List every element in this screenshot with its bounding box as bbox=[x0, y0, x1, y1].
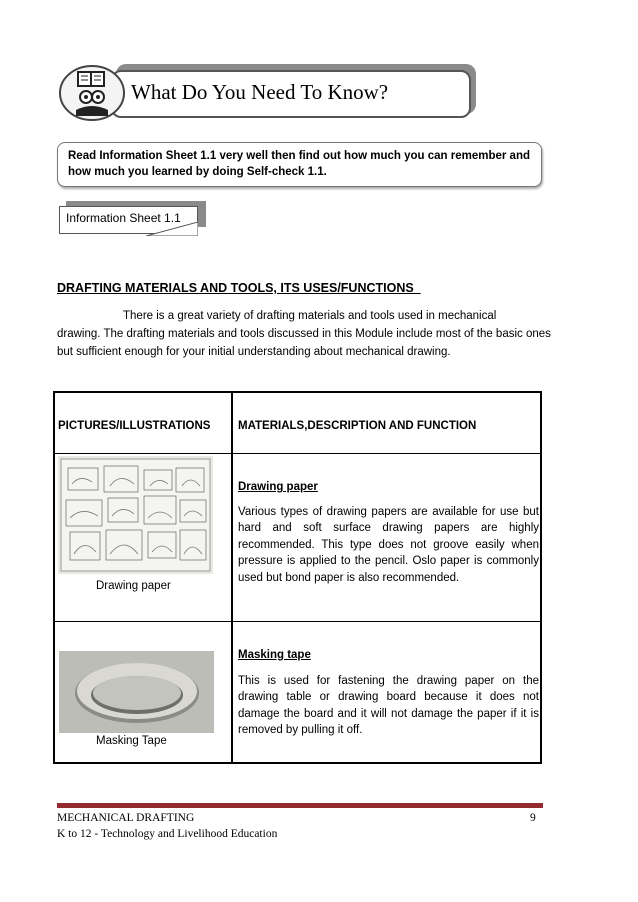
drawing-paper-title: Drawing paper bbox=[238, 481, 318, 493]
column-header-materials: MATERIALS,DESCRIPTION AND FUNCTION bbox=[238, 420, 477, 432]
table-column-divider bbox=[231, 391, 233, 764]
drawing-paper-caption: Drawing paper bbox=[96, 580, 171, 592]
instruction-text: Read Information Sheet 1.1 very well then find out how much you can remember and how much you learned by doing Self-check 1.1. bbox=[68, 150, 531, 178]
drawing-paper-description: Various types of drawing papers are available for use but hard and soft surface drawing papers are highly recommended. This type does not groove easily when pressure is applied to the pencil. Oslo paper is commonly used but bond paper is also recommended. bbox=[238, 506, 539, 584]
page-title: What Do You Need To Know? bbox=[131, 80, 389, 104]
table-header-divider bbox=[53, 453, 542, 454]
intro-paragraph bbox=[57, 307, 557, 361]
masking-tape-description: This is used for fastening the drawing paper on the drawing table or drawing board because it does not damage the board and it will not damage the paper if it is removed by pulling it off. bbox=[238, 675, 539, 737]
footer-course: MECHANICAL DRAFTING bbox=[57, 812, 195, 824]
footer-bar bbox=[57, 803, 543, 808]
column-header-pictures: PICTURES/ILLUSTRATIONS bbox=[58, 420, 211, 432]
reading-person-icon bbox=[58, 62, 126, 122]
page-fold-icon bbox=[146, 222, 198, 236]
masking-tape-caption: Masking Tape bbox=[96, 735, 167, 747]
intro-rest: drawing. The drafting materials and tools discussed in this Module include most of the basic ones but sufficient enough for your initial understanding about mechanical drawing. bbox=[57, 328, 551, 358]
drawing-paper-image bbox=[58, 456, 213, 574]
info-sheet-label: Information Sheet 1.1 bbox=[66, 211, 181, 225]
masking-tape-image bbox=[59, 651, 214, 733]
section-heading: DRAFTING MATERIALS AND TOOLS, ITS USES/FUNCTIONS bbox=[57, 281, 421, 295]
footer-program: K to 12 - Technology and Livelihood Education bbox=[57, 828, 278, 840]
page-number: 9 bbox=[530, 812, 536, 824]
table-row-divider bbox=[53, 621, 542, 622]
intro-line-1: There is a great variety of drafting materials and tools used in mechanical bbox=[123, 310, 497, 322]
masking-tape-title: Masking tape bbox=[238, 649, 311, 661]
